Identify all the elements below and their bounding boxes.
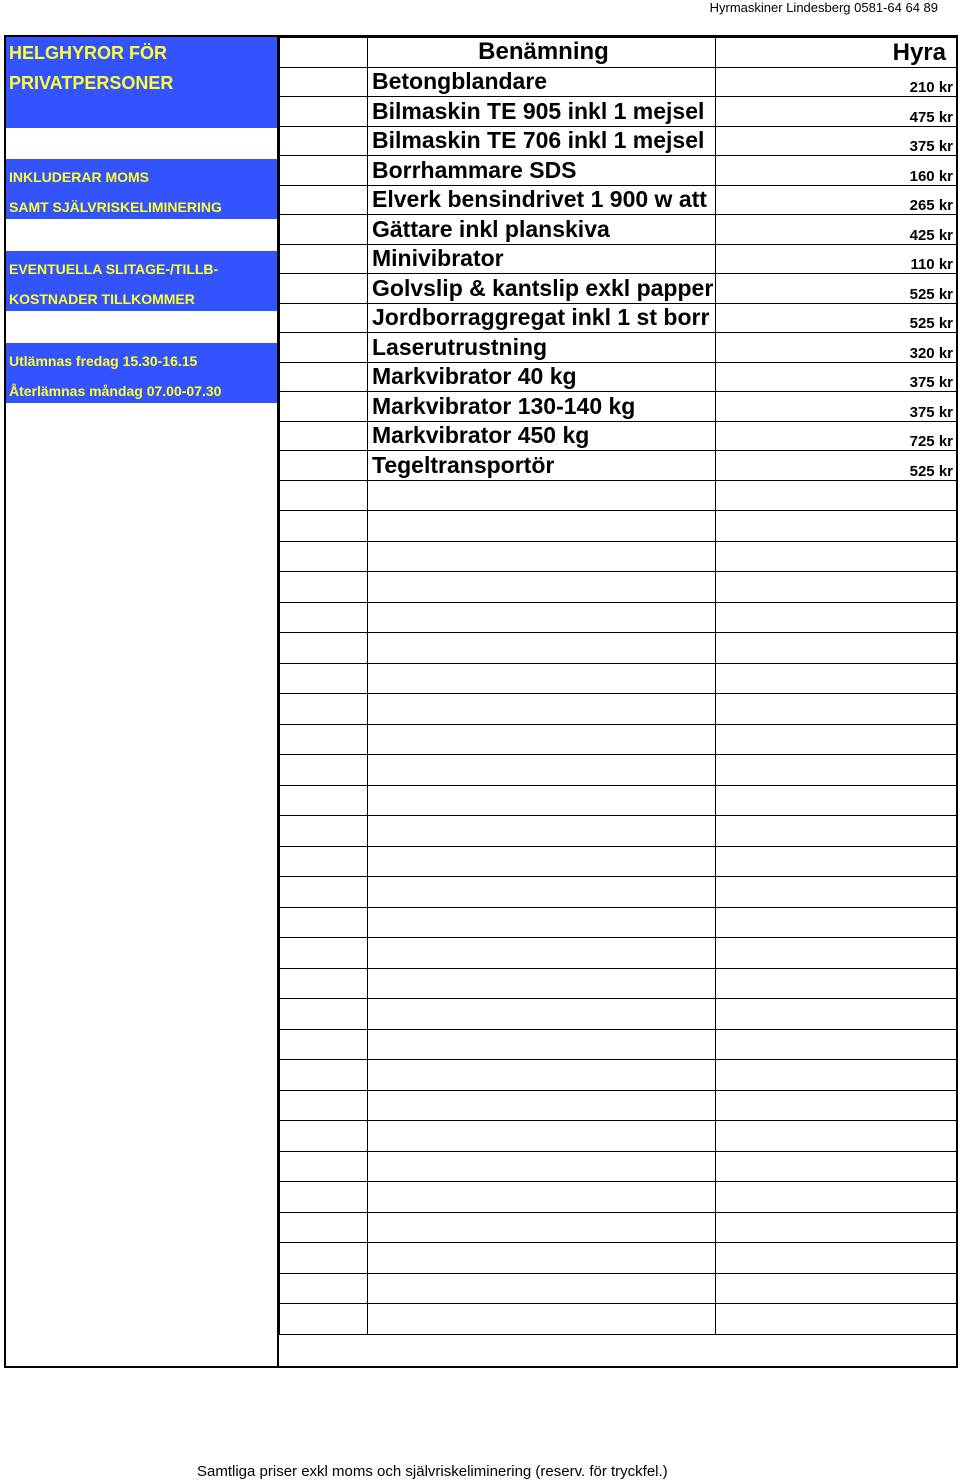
empty-row	[280, 663, 957, 694]
empty-row	[280, 1029, 957, 1060]
empty-row	[280, 1304, 957, 1335]
item-name: Golvslip & kantslip exkl papper	[368, 274, 716, 304]
empty-row	[280, 1121, 957, 1152]
empty-cell	[875, 907, 957, 938]
empty-cell	[280, 572, 368, 603]
blank-cell	[716, 392, 875, 422]
empty-cell	[716, 1243, 875, 1274]
empty-row	[280, 694, 957, 725]
empty-row	[280, 511, 957, 542]
item-name: Minivibrator	[368, 244, 716, 274]
empty-cell	[875, 938, 957, 969]
empty-cell	[716, 999, 875, 1030]
table-row	[280, 392, 957, 422]
extra-costs-band	[6, 251, 277, 311]
empty-cell	[875, 877, 957, 908]
empty-cell	[716, 1182, 875, 1213]
table-row	[280, 67, 957, 97]
empty-cell	[716, 1121, 875, 1152]
item-price: 375 kr	[875, 362, 957, 392]
column-header-name: Benämning	[368, 38, 716, 68]
empty-cell	[280, 1243, 368, 1274]
empty-cell	[368, 663, 716, 694]
blank-cell	[280, 126, 368, 156]
empty-cell	[716, 694, 875, 725]
empty-cell	[368, 816, 716, 847]
empty-cell	[368, 1151, 716, 1182]
item-price: 525 kr	[875, 451, 957, 481]
empty-cell	[875, 633, 957, 664]
blank-cell	[716, 38, 875, 68]
empty-row	[280, 907, 957, 938]
empty-cell	[716, 511, 875, 542]
empty-cell	[280, 816, 368, 847]
item-name: Gättare inkl planskiva	[368, 215, 716, 245]
table-row	[280, 333, 957, 363]
item-name: Jordborraggregat inkl 1 st borr	[368, 303, 716, 333]
empty-cell	[368, 480, 716, 511]
empty-cell	[716, 1060, 875, 1091]
blank-cell	[280, 215, 368, 245]
empty-cell	[716, 602, 875, 633]
blank-cell	[280, 392, 368, 422]
blank-cell	[280, 421, 368, 451]
empty-cell	[716, 877, 875, 908]
table-row	[280, 215, 957, 245]
empty-cell	[368, 1060, 716, 1091]
extra-costs-line-1: EVENTUELLA SLITAGE-/TILLB-	[9, 261, 219, 277]
table-row	[280, 303, 957, 333]
empty-cell	[875, 694, 957, 725]
item-name: Betongblandare	[368, 67, 716, 97]
empty-cell	[280, 694, 368, 725]
blank-cell	[280, 244, 368, 274]
price-table-area	[279, 37, 956, 1366]
empty-cell	[716, 1090, 875, 1121]
empty-cell	[716, 1151, 875, 1182]
empty-cell	[280, 1182, 368, 1213]
empty-cell	[875, 1121, 957, 1152]
empty-cell	[280, 877, 368, 908]
empty-cell	[875, 1029, 957, 1060]
empty-cell	[280, 1304, 368, 1335]
blank-cell	[716, 215, 875, 245]
empty-row	[280, 1243, 957, 1274]
empty-row	[280, 999, 957, 1030]
blank-cell	[280, 333, 368, 363]
moms-note-line-2: SAMT SJÄLVRISKELIMINERING	[9, 199, 222, 215]
empty-cell	[716, 633, 875, 664]
empty-row	[280, 938, 957, 969]
empty-cell	[875, 1212, 957, 1243]
moms-note-band	[6, 159, 277, 219]
item-name: Bilmaskin TE 706 inkl 1 mejsel	[368, 126, 716, 156]
empty-cell	[716, 846, 875, 877]
blank-cell	[280, 67, 368, 97]
table-row	[280, 185, 957, 215]
empty-cell	[280, 724, 368, 755]
item-price: 320 kr	[875, 333, 957, 363]
empty-cell	[875, 541, 957, 572]
blank-cell	[280, 156, 368, 186]
empty-row	[280, 541, 957, 572]
empty-cell	[875, 663, 957, 694]
empty-cell	[280, 999, 368, 1030]
empty-cell	[716, 663, 875, 694]
empty-cell	[280, 1273, 368, 1304]
empty-cell	[716, 572, 875, 603]
table-row	[280, 274, 957, 304]
empty-cell	[875, 480, 957, 511]
empty-cell	[875, 1090, 957, 1121]
empty-cell	[280, 938, 368, 969]
empty-cell	[875, 572, 957, 603]
empty-cell	[280, 663, 368, 694]
empty-cell	[368, 877, 716, 908]
blank-cell	[280, 97, 368, 127]
empty-cell	[875, 602, 957, 633]
empty-cell	[368, 1273, 716, 1304]
empty-cell	[875, 968, 957, 999]
item-name: Bilmaskin TE 905 inkl 1 mejsel	[368, 97, 716, 127]
price-table	[279, 37, 957, 1335]
item-price: 425 kr	[875, 215, 957, 245]
item-price: 160 kr	[875, 156, 957, 186]
empty-row	[280, 1151, 957, 1182]
empty-cell	[716, 724, 875, 755]
empty-cell	[280, 907, 368, 938]
empty-row	[280, 846, 957, 877]
empty-cell	[368, 999, 716, 1030]
empty-cell	[875, 1273, 957, 1304]
empty-row	[280, 755, 957, 786]
empty-cell	[280, 755, 368, 786]
empty-cell	[716, 755, 875, 786]
empty-cell	[875, 846, 957, 877]
empty-cell	[716, 785, 875, 816]
title-line-1: HELGHYROR FÖR	[9, 43, 168, 63]
pickup-time: Utlämnas fredag 15.30-16.15	[9, 353, 198, 369]
empty-cell	[716, 541, 875, 572]
empty-cell	[368, 1243, 716, 1274]
empty-row	[280, 1090, 957, 1121]
empty-cell	[875, 1243, 957, 1274]
empty-row	[280, 877, 957, 908]
empty-cell	[280, 1090, 368, 1121]
blank-cell	[716, 362, 875, 392]
blank-cell	[716, 126, 875, 156]
empty-cell	[368, 724, 716, 755]
table-row	[280, 244, 957, 274]
item-name: Tegeltransportör	[368, 451, 716, 481]
blank-cell	[716, 67, 875, 97]
table-row	[280, 156, 957, 186]
table-row	[280, 126, 957, 156]
empty-cell	[280, 1121, 368, 1152]
empty-row	[280, 1273, 957, 1304]
empty-cell	[368, 572, 716, 603]
blank-cell	[716, 451, 875, 481]
empty-cell	[280, 1212, 368, 1243]
empty-cell	[280, 1060, 368, 1091]
empty-cell	[280, 846, 368, 877]
empty-cell	[368, 602, 716, 633]
table-row	[280, 421, 957, 451]
empty-cell	[716, 968, 875, 999]
schedule-band	[6, 343, 277, 403]
empty-cell	[280, 541, 368, 572]
empty-cell	[368, 1304, 716, 1335]
item-price: 525 kr	[875, 303, 957, 333]
empty-cell	[875, 785, 957, 816]
empty-row	[280, 480, 957, 511]
empty-cell	[368, 633, 716, 664]
empty-cell	[875, 724, 957, 755]
empty-cell	[368, 1212, 716, 1243]
empty-cell	[875, 816, 957, 847]
empty-row	[280, 724, 957, 755]
table-row	[280, 97, 957, 127]
empty-cell	[368, 938, 716, 969]
empty-cell	[716, 480, 875, 511]
empty-cell	[716, 938, 875, 969]
item-price: 110 kr	[875, 244, 957, 274]
return-time: Återlämnas måndag 07.00-07.30	[9, 383, 222, 399]
item-name: Markvibrator 40 kg	[368, 362, 716, 392]
empty-cell	[368, 846, 716, 877]
blank-cell	[716, 185, 875, 215]
empty-cell	[368, 1121, 716, 1152]
empty-cell	[368, 755, 716, 786]
empty-cell	[716, 1304, 875, 1335]
empty-row	[280, 816, 957, 847]
empty-cell	[875, 999, 957, 1030]
empty-cell	[280, 785, 368, 816]
blank-cell	[716, 244, 875, 274]
empty-cell	[875, 755, 957, 786]
table-row	[280, 451, 957, 481]
empty-row	[280, 1060, 957, 1091]
empty-row	[280, 968, 957, 999]
empty-row	[280, 785, 957, 816]
empty-cell	[280, 511, 368, 542]
empty-cell	[368, 511, 716, 542]
empty-cell	[875, 1060, 957, 1091]
item-price: 725 kr	[875, 421, 957, 451]
price-list-frame	[4, 35, 958, 1368]
blank-cell	[280, 274, 368, 304]
item-price: 525 kr	[875, 274, 957, 304]
empty-cell	[368, 1182, 716, 1213]
empty-row	[280, 602, 957, 633]
company-phone-header: Hyrmaskiner Lindesberg 0581-64 64 89	[709, 0, 938, 15]
empty-cell	[280, 633, 368, 664]
item-price: 375 kr	[875, 392, 957, 422]
item-price: 475 kr	[875, 97, 957, 127]
empty-cell	[716, 1273, 875, 1304]
blank-cell	[716, 421, 875, 451]
blank-cell	[716, 97, 875, 127]
empty-cell	[716, 816, 875, 847]
empty-cell	[280, 968, 368, 999]
blank-cell	[716, 274, 875, 304]
blank-cell	[716, 156, 875, 186]
empty-cell	[875, 1151, 957, 1182]
item-price: 210 kr	[875, 67, 957, 97]
blank-cell	[280, 303, 368, 333]
item-name: Borrhammare SDS	[368, 156, 716, 186]
table-header-row	[280, 38, 957, 68]
empty-cell	[280, 602, 368, 633]
footer-note: Samtliga priser exkl moms och självriskeliminering (reserv. för tryckfel.)	[197, 1463, 668, 1480]
empty-cell	[280, 1151, 368, 1182]
column-header-price: Hyra	[875, 38, 957, 68]
empty-row	[280, 633, 957, 664]
empty-cell	[280, 480, 368, 511]
info-panel	[6, 37, 279, 1366]
empty-row	[280, 1182, 957, 1213]
table-row	[280, 362, 957, 392]
empty-cell	[716, 1212, 875, 1243]
empty-cell	[368, 694, 716, 725]
empty-cell	[368, 785, 716, 816]
empty-cell	[875, 1182, 957, 1213]
title-band	[6, 37, 277, 128]
empty-cell	[368, 1090, 716, 1121]
empty-cell	[716, 907, 875, 938]
blank-cell	[280, 451, 368, 481]
blank-cell	[280, 362, 368, 392]
item-price: 375 kr	[875, 126, 957, 156]
item-name: Laserutrustning	[368, 333, 716, 363]
extra-costs-line-2: KOSTNADER TILLKOMMER	[9, 291, 195, 307]
empty-row	[280, 1212, 957, 1243]
empty-cell	[875, 511, 957, 542]
item-name: Markvibrator 450 kg	[368, 421, 716, 451]
blank-cell	[716, 303, 875, 333]
moms-note-line-1: INKLUDERAR MOMS	[9, 169, 149, 185]
empty-row	[280, 572, 957, 603]
title-line-2: PRIVATPERSONER	[9, 73, 174, 93]
blank-cell	[280, 185, 368, 215]
empty-cell	[368, 541, 716, 572]
item-name: Elverk bensindrivet 1 900 w att	[368, 185, 716, 215]
item-name: Markvibrator 130-140 kg	[368, 392, 716, 422]
empty-cell	[716, 1029, 875, 1060]
empty-cell	[875, 1304, 957, 1335]
item-price: 265 kr	[875, 185, 957, 215]
blank-cell	[280, 38, 368, 68]
blank-cell	[716, 333, 875, 363]
empty-cell	[368, 1029, 716, 1060]
empty-cell	[280, 1029, 368, 1060]
empty-cell	[368, 907, 716, 938]
empty-cell	[368, 968, 716, 999]
